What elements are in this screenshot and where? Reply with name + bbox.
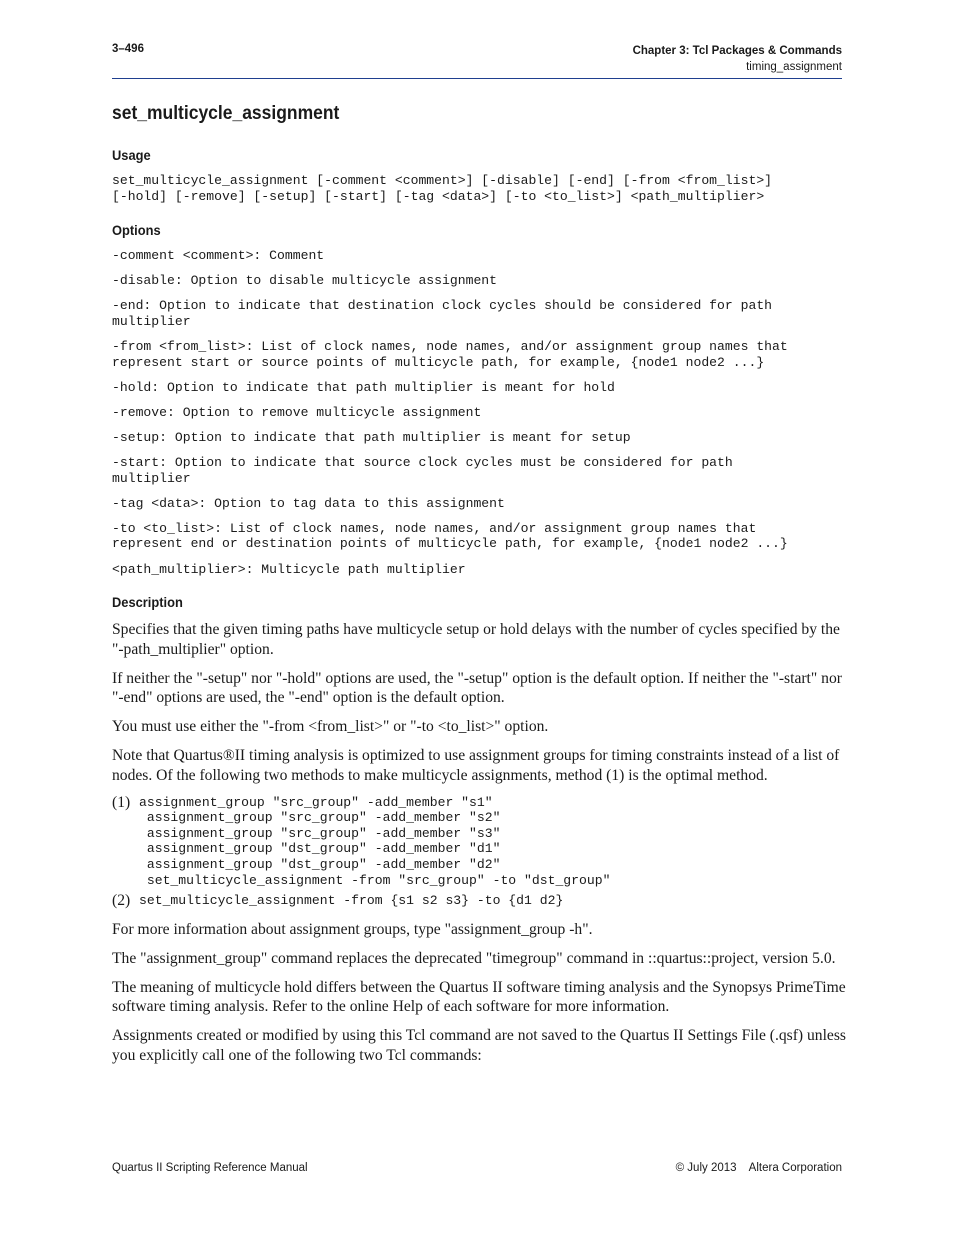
method-code: assignment_group "src_group" -add_member "s1" assignment_group "src_group" -add_member "s2" assignment_group "src_group" -add_member "s3" assignment_group "dst_group" -add_member "d1" assignment_group "dst_group" -add_member "d2" set_multicycle_assignment -from "src_group" -to "dst_group": [139, 794, 611, 888]
option-path-multiplier: <path_multiplier>: Multicycle path multiplier: [112, 561, 466, 577]
command-title: set_multicycle_assignment: [112, 103, 340, 124]
usage-block: [112, 173, 846, 204]
method-1: [112, 795, 846, 889]
option-start: -start: Option to indicate that source clock cycles must be considered for path multiplier: [112, 455, 733, 486]
method-code: set_multicycle_assignment -from {s1 s2 s3} -to {d1 d2}: [139, 893, 564, 909]
description-paragraph: You must use either the "-from <from_list>" or "-to <to_list>" option.: [112, 718, 549, 736]
page-number: 3–496: [112, 43, 144, 55]
usage-heading: Usage: [112, 147, 151, 163]
description-paragraph: Note that Quartus®II timing analysis is optimized to use assignment groups for timing constraints instead of a list of nodes. Of the following two methods to make multicycle assignments, method (1) is the optimal method.: [112, 747, 840, 784]
option-comment: -comment <comment>: Comment: [112, 248, 325, 264]
option-from: -from <from_list>: List of clock names, node names, and/or assignment group names that represent start or source points of multicycle path, for example, {node1 node2 ...}: [112, 339, 788, 370]
copyright: © July 2013 Altera Corporation: [675, 1162, 842, 1174]
options-list: [112, 248, 846, 577]
method-2: [112, 893, 846, 909]
chapter-title: Chapter 3: Tcl Packages & Commands: [632, 45, 842, 57]
description-paragraph: Specifies that the given timing paths have multicycle setup or hold delays with the number of cycles specified by the "-path_multiplier" option.: [112, 621, 840, 658]
description-paragraph: For more information about assignment groups, type "assignment_group -h".: [112, 920, 593, 938]
option-end: -end: Option to indicate that destination clock cycles should be considered for path multiplier: [112, 298, 773, 329]
option-to: -to <to_list>: List of clock names, node names, and/or assignment group names that represent end or destination points of multicycle path, for example, {node1 node2 ...}: [112, 520, 788, 552]
manual-title: Quartus II Scripting Reference Manual: [112, 1162, 308, 1174]
option-disable: -disable: Option to disable multicycle assignment: [112, 273, 498, 289]
section-title: timing_assignment: [746, 61, 842, 73]
option-tag: -tag <data>: Option to tag data to this assignment: [112, 495, 505, 511]
page-content: [112, 103, 846, 1075]
usage-line: [-hold] [-remove] [-setup] [-start] [-tag <data>] [-to <to_list>] <path_multiplier>: [112, 188, 765, 204]
method-number: (1): [112, 793, 131, 811]
options-heading: Options: [112, 222, 161, 239]
description-paragraph: Assignments created or modified by using this Tcl command are not saved to the Quartus II Settings File (.qsf) unless you explicitly call one of the following two Tcl commands:: [112, 1027, 846, 1064]
description-paragraph: The meaning of multicycle hold differs between the Quartus II software timing analysis and the Synopsys PrimeTime software timing analysis. Refer to the online Help of each software for more information.: [112, 978, 846, 1016]
option-hold: -hold: Option to indicate that path multiplier is meant for hold: [112, 379, 615, 395]
description-paragraph: If neither the "-setup" nor "-hold" options are used, the "-setup" option is the default option. If neither the "-start" nor "-end" options are used, the "-end" option is the default option.: [112, 669, 842, 707]
description-paragraph: The "assignment_group" command replaces the deprecated "timegroup" command in ::quartus::project, version 5.0.: [112, 949, 836, 967]
option-setup: -setup: Option to indicate that path multiplier is meant for setup: [112, 429, 631, 445]
option-remove: -remove: Option to remove multicycle assignment: [112, 404, 482, 420]
description-heading: Description: [112, 594, 183, 611]
running-header: [633, 43, 842, 75]
method-number: (2): [112, 892, 131, 910]
usage-line: set_multicycle_assignment [-comment <comment>] [-disable] [-end] [-from <from_list>]: [112, 173, 773, 188]
page-header: [112, 42, 842, 79]
